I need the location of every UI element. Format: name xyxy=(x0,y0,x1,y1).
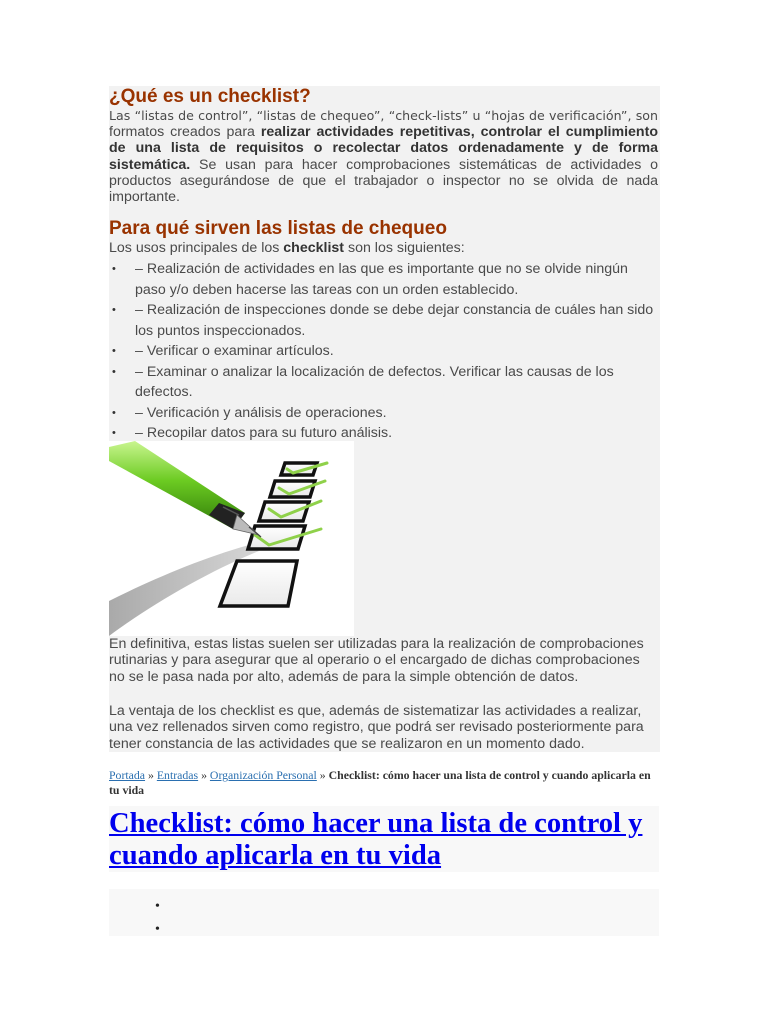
list-item-text: – Realización de inspecciones donde se debe dejar constancia de cuáles han sido los puntos inspeccionados. xyxy=(135,302,654,339)
advantage-paragraph: La ventaja de los checklist es que, además de sistematizar las actividades a realizar, una vez rellenados sirven como registro, que podrá ser revisado posteriormente para tener constancia de las actividades que se realizaron en un momento dado. xyxy=(109,703,644,752)
definition-tail-text: Se usan para hacer comprobaciones sistemáticas de actividades o productos asegurándose de que el trabajador o inspector no se olvida de nada importante. xyxy=(109,156,658,206)
bullet-icon: • xyxy=(112,304,116,316)
list-item xyxy=(109,403,658,424)
definition-lead-text: formatos creados para xyxy=(109,124,261,141)
uses-intro-bold: checklist xyxy=(283,240,345,256)
list-item xyxy=(109,362,658,403)
list-item-text: – Recopilar datos para su futuro análisis. xyxy=(135,425,393,441)
breadcrumb-separator: » xyxy=(145,768,157,782)
checklist-pen-illustration xyxy=(109,441,354,636)
list-item-text: – Realización de actividades en las que es importante que no se olvide ningún paso y/o deben hacerse las tareas con un orden establecido. xyxy=(135,261,628,298)
empty-list xyxy=(155,895,160,941)
breadcrumb-link-entries[interactable]: Entradas xyxy=(156,768,199,782)
bullet-icon: • xyxy=(112,365,116,378)
breadcrumb-separator: » xyxy=(198,768,210,782)
bullet-icon: • xyxy=(112,406,116,419)
definition-paragraph xyxy=(109,108,658,205)
bullet-icon: • xyxy=(112,345,116,357)
section-title-what-is-checklist: ¿Qué es un checklist? xyxy=(109,86,311,107)
uses-intro-before: Los usos principales de los xyxy=(109,240,284,256)
breadcrumb-link-home[interactable]: Portada xyxy=(109,768,146,782)
list-item-text: – Examinar o analizar la localización de defectos. Verificar las causas de los defectos. xyxy=(135,363,614,400)
conclusion-paragraph: En definitiva, estas listas suelen ser utilizadas para la realización de comprobaciones rutinarias y para asegurar que al operario o el encargado de dichas comprobaciones no se le pasa nada por alto, además de para la simple obtención de datos. xyxy=(109,636,644,685)
article-title-link[interactable]: Checklist: cómo hacer una lista de control y cuando aplicarla en tu vida xyxy=(109,808,643,871)
list-item xyxy=(109,341,658,362)
breadcrumb-current: Checklist: cómo hacer una lista de control y cuando aplicarla en tu vida xyxy=(109,768,651,797)
list-item xyxy=(109,259,658,300)
breadcrumb-link-category[interactable]: Organización Personal xyxy=(209,768,317,782)
uses-intro xyxy=(109,240,658,256)
uses-list xyxy=(109,259,658,444)
list-item-text: – Verificación y análisis de operaciones. xyxy=(135,404,387,421)
breadcrumb-separator: » xyxy=(316,768,329,782)
list-item xyxy=(109,300,658,341)
checklist-pen-icon xyxy=(109,441,354,636)
list-item: • xyxy=(155,922,160,937)
list-item-text: – Verificar o examinar artículos. xyxy=(135,343,334,359)
breadcrumb xyxy=(109,768,659,798)
list-item: • xyxy=(155,899,160,914)
section-title-uses: Para qué sirven las listas de chequeo xyxy=(109,218,447,239)
definition-intro-text: Las “listas de control”, “listas de chequeo”, “check-lists” u “hojas de verificación”, son xyxy=(109,108,658,123)
bullet-icon: • xyxy=(112,427,116,439)
empty-list-background xyxy=(109,889,659,936)
definition-bold-text: realizar actividades repetitivas, controlar el cumplimiento de una lista de requisitos o recolectar datos ordenadamente y de forma sistemática. xyxy=(109,124,658,173)
bullet-icon: • xyxy=(112,263,116,275)
uses-intro-after: son los siguientes: xyxy=(344,240,465,256)
